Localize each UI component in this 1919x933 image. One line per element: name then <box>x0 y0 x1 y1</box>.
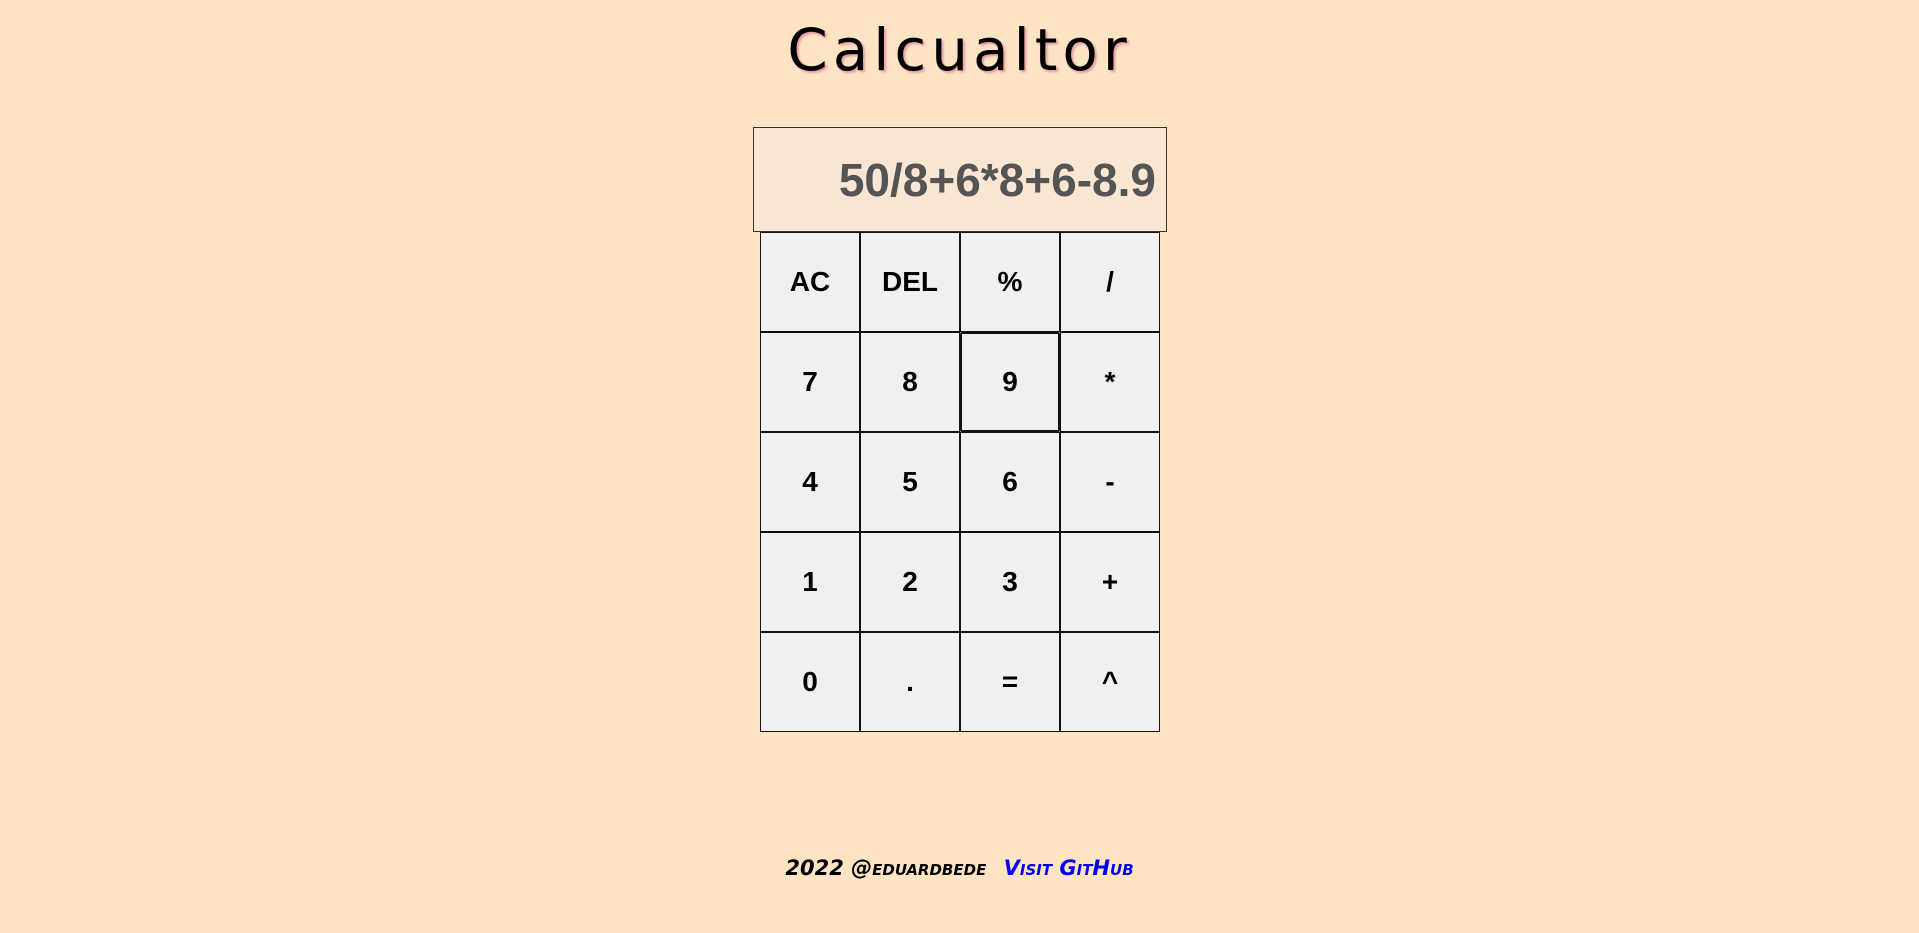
github-link[interactable]: Visit GitHub <box>1003 856 1134 880</box>
key-8[interactable]: 8 <box>860 332 960 432</box>
footer <box>0 856 1919 880</box>
key-1[interactable]: 1 <box>760 532 860 632</box>
key-delete[interactable]: DEL <box>860 232 960 332</box>
key-power[interactable]: ^ <box>1060 632 1160 732</box>
key-multiply[interactable]: * <box>1060 332 1160 432</box>
key-3[interactable]: 3 <box>960 532 1060 632</box>
key-4[interactable]: 4 <box>760 432 860 532</box>
footer-copyright: 2022 @eduardbede <box>785 856 987 880</box>
keypad <box>760 232 1167 732</box>
key-divide[interactable]: / <box>1060 232 1160 332</box>
key-subtract[interactable]: - <box>1060 432 1160 532</box>
page-title: Calcualtor <box>787 16 1132 84</box>
key-6[interactable]: 6 <box>960 432 1060 532</box>
key-9[interactable]: 9 <box>960 332 1060 432</box>
key-5[interactable]: 5 <box>860 432 960 532</box>
calculator-display: 50/8+6*8+6-8.9 <box>753 127 1167 232</box>
key-percent[interactable]: % <box>960 232 1060 332</box>
key-clear-all[interactable]: AC <box>760 232 860 332</box>
key-2[interactable]: 2 <box>860 532 960 632</box>
key-7[interactable]: 7 <box>760 332 860 432</box>
key-0[interactable]: 0 <box>760 632 860 732</box>
calculator <box>753 127 1167 732</box>
key-add[interactable]: + <box>1060 532 1160 632</box>
key-equals[interactable]: = <box>960 632 1060 732</box>
key-decimal[interactable]: . <box>860 632 960 732</box>
